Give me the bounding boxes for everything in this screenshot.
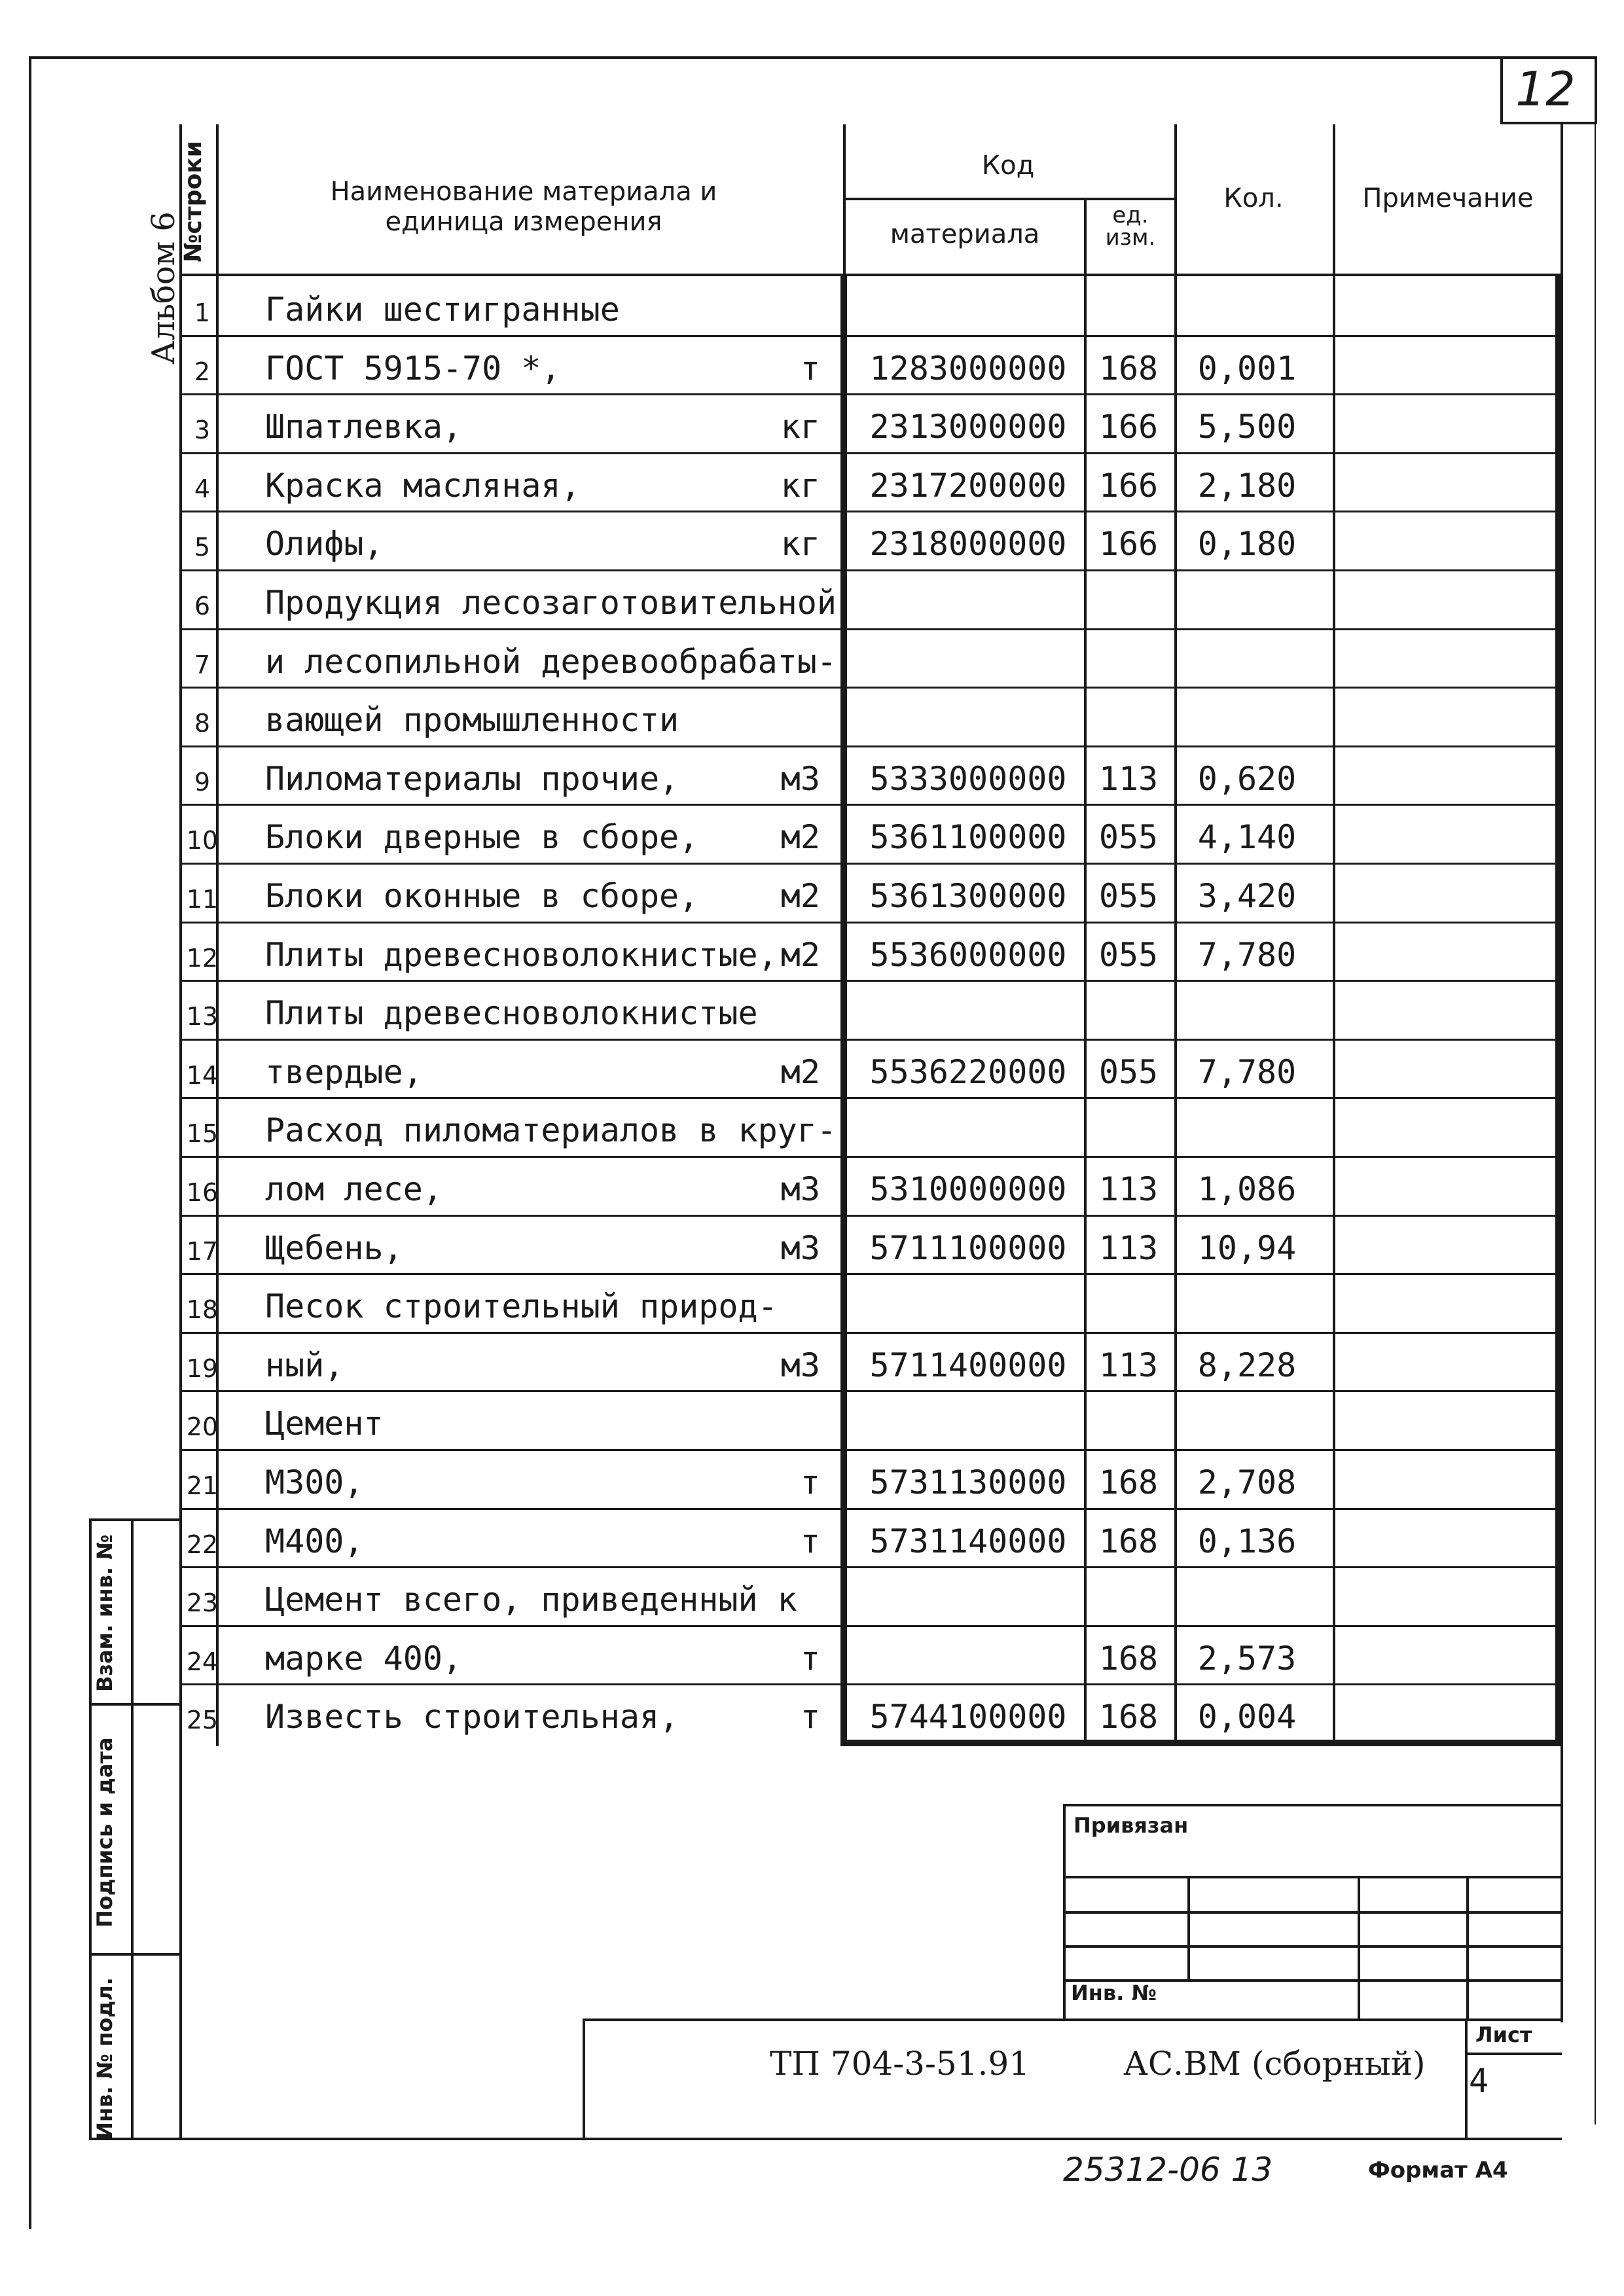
unit-of-measure: т <box>800 1522 820 1560</box>
row-separator <box>182 745 1562 747</box>
quantity: 2,573 <box>1197 1639 1297 1677</box>
row-number: 5 <box>194 533 211 562</box>
unit-of-measure: т <box>800 1639 820 1677</box>
quantity: 10,94 <box>1197 1229 1297 1267</box>
side-label-inv: Инв. № подл. <box>92 1977 117 2140</box>
quantity: 0,620 <box>1197 759 1297 798</box>
header-row-no: №строки <box>180 141 207 262</box>
album-label: Альбом 6 <box>145 211 182 365</box>
row-number: 15 <box>186 1119 219 1149</box>
right-margin-line <box>1595 122 1596 2125</box>
row-separator <box>182 1332 1562 1334</box>
row-number: 4 <box>194 474 211 503</box>
header-code-material: материала <box>890 219 1040 249</box>
row-number: 19 <box>186 1354 219 1383</box>
row-number: 9 <box>194 767 211 797</box>
unit-code: 055 <box>1098 935 1159 974</box>
material-name: Плиты древесноволокнистые <box>265 994 758 1033</box>
material-code: 5731140000 <box>869 1522 1067 1560</box>
row-separator <box>182 1508 1562 1510</box>
quantity: 7,780 <box>1197 935 1297 974</box>
row-separator <box>182 863 1562 865</box>
list-value: 4 <box>1469 2062 1489 2100</box>
row-number: 8 <box>194 709 211 738</box>
unit-code: 113 <box>1098 759 1159 798</box>
row-separator <box>182 1390 1562 1392</box>
side-label-vzam: Взам. инв. № <box>92 1534 117 1692</box>
unit-of-measure: кг <box>780 525 820 564</box>
unit-of-measure: т <box>800 1698 820 1736</box>
row-number: 17 <box>186 1236 219 1266</box>
row-number: 21 <box>186 1471 219 1500</box>
material-code: 1283000000 <box>869 349 1067 387</box>
material-name: Известь строительная, <box>265 1698 679 1736</box>
row-number: 18 <box>186 1295 219 1325</box>
row-number: 12 <box>186 943 219 973</box>
unit-code: 166 <box>1098 525 1159 564</box>
material-code: 2313000000 <box>869 408 1067 446</box>
unit-of-measure: м2 <box>780 818 820 857</box>
quantity: 2,180 <box>1197 466 1297 505</box>
unit-of-measure: м2 <box>780 877 820 915</box>
stamp-privyazan: Привязан <box>1074 1813 1189 1838</box>
material-name: Гайки шестигранные <box>265 291 620 329</box>
quantity: 0,180 <box>1197 525 1297 564</box>
material-name: Расход пиломатериалов в круг- <box>265 1111 837 1150</box>
material-code: 5711400000 <box>869 1346 1067 1384</box>
row-number: 22 <box>186 1530 219 1559</box>
material-code: 5731130000 <box>869 1463 1067 1501</box>
quantity: 3,420 <box>1197 877 1297 915</box>
material-name: Краска масляная, <box>265 466 581 505</box>
row-number: 1 <box>194 298 211 327</box>
row-number: 2 <box>194 357 211 386</box>
material-code: 5536220000 <box>869 1052 1067 1091</box>
row-number: 13 <box>186 1002 219 1031</box>
unit-code: 166 <box>1098 408 1159 446</box>
row-separator <box>182 922 1562 924</box>
material-code: 5744100000 <box>869 1698 1067 1736</box>
unit-code: 113 <box>1098 1229 1159 1267</box>
row-separator <box>182 1566 1562 1568</box>
material-name: Пиломатериалы прочие, <box>265 759 679 798</box>
row-separator <box>182 452 1562 454</box>
material-code: 5310000000 <box>869 1170 1067 1208</box>
material-name: ГОСТ 5915-70 *, <box>265 349 561 387</box>
row-separator <box>182 569 1562 571</box>
row-number: 3 <box>194 416 211 445</box>
unit-code: 166 <box>1098 466 1159 505</box>
row-number: 24 <box>186 1647 219 1676</box>
row-number: 25 <box>186 1706 219 1735</box>
quantity: 0,136 <box>1197 1522 1297 1560</box>
row-number: 6 <box>194 592 211 620</box>
footer-number: 25312-06 13 <box>1063 2151 1273 2189</box>
unit-code: 168 <box>1098 1639 1159 1677</box>
material-code: 5333000000 <box>869 759 1067 798</box>
quantity: 4,140 <box>1197 818 1297 857</box>
material-name: ный, <box>265 1346 344 1384</box>
material-code: 2318000000 <box>869 525 1067 564</box>
sheet-corner-number: 12 <box>1515 62 1576 117</box>
material-name: марке 400, <box>265 1639 463 1677</box>
material-name: Продукция лесозаготовительной <box>265 584 837 622</box>
frame-right-top <box>1595 56 1597 122</box>
material-name: Олифы, <box>265 525 384 564</box>
row-separator <box>182 1625 1562 1627</box>
row-number: 14 <box>186 1060 219 1090</box>
row-separator <box>182 1039 1562 1041</box>
unit-of-measure: кг <box>780 408 820 446</box>
material-name: и лесопильной деревообрабаты- <box>265 642 837 681</box>
quantity: 8,228 <box>1197 1346 1297 1384</box>
unit-code: 168 <box>1098 1698 1159 1736</box>
material-name: лом лесе, <box>265 1170 442 1208</box>
material-name: Блоки оконные в сборе, <box>265 877 699 915</box>
unit-of-measure: м2 <box>780 1052 820 1091</box>
unit-of-measure: кг <box>780 466 820 505</box>
quantity: 0,004 <box>1197 1698 1297 1736</box>
material-name: М300, <box>265 1463 364 1501</box>
frame-left <box>29 56 31 2229</box>
frame-top <box>29 56 1597 59</box>
unit-code: 055 <box>1098 818 1159 857</box>
material-name: Щебень, <box>265 1229 403 1267</box>
row-separator <box>182 1449 1562 1451</box>
row-number: 23 <box>186 1588 219 1618</box>
header-name: Наименование материала и единица измерения <box>330 177 717 237</box>
unit-code: 055 <box>1098 877 1159 915</box>
unit-of-measure: м2 <box>780 935 820 974</box>
quantity: 0,001 <box>1197 349 1297 387</box>
unit-code: 055 <box>1098 1052 1159 1091</box>
unit-code: 168 <box>1098 1463 1159 1501</box>
material-code: 5361300000 <box>869 877 1067 915</box>
unit-of-measure: т <box>800 349 820 387</box>
unit-code: 113 <box>1098 1346 1159 1384</box>
row-separator <box>182 1273 1562 1275</box>
row-separator <box>182 804 1562 806</box>
unit-of-measure: т <box>800 1463 820 1501</box>
material-name: Цемент <box>265 1405 384 1443</box>
material-code: 2317200000 <box>869 466 1067 505</box>
row-separator <box>182 687 1562 689</box>
side-label-podpis: Подпись и дата <box>92 1737 117 1928</box>
material-name: вающей промышленности <box>265 701 679 740</box>
row-number: 16 <box>186 1178 219 1207</box>
format-label: Формат А4 <box>1368 2157 1508 2183</box>
material-name: Песок строительный природ- <box>265 1287 778 1326</box>
header-qty: Кол. <box>1223 183 1284 213</box>
row-number: 20 <box>186 1412 219 1442</box>
list-label: Лист <box>1475 2022 1532 2047</box>
row-number: 11 <box>186 885 219 914</box>
material-name: Плиты древесноволокнистые, <box>265 935 778 974</box>
unit-of-measure: м3 <box>780 1346 820 1384</box>
header-note: Примечание <box>1362 183 1534 213</box>
unit-of-measure: м3 <box>780 759 820 798</box>
material-name: Шпатлевка, <box>265 408 463 446</box>
row-separator <box>182 980 1562 982</box>
unit-of-measure: м3 <box>780 1170 820 1208</box>
unit-code: 168 <box>1098 1522 1159 1560</box>
row-number: 10 <box>186 826 219 855</box>
header-code-unit: ед. изм. <box>1105 202 1156 251</box>
row-separator <box>182 628 1562 630</box>
quantity: 2,708 <box>1197 1463 1297 1501</box>
material-code: 5361100000 <box>869 818 1067 857</box>
unit-code: 168 <box>1098 349 1159 387</box>
row-separator <box>182 335 1562 337</box>
quantity: 5,500 <box>1197 408 1297 446</box>
quantity: 7,780 <box>1197 1052 1297 1091</box>
row-separator <box>182 1156 1562 1158</box>
row-separator <box>182 1683 1562 1685</box>
row-number: 7 <box>194 650 211 679</box>
material-code: 5536000000 <box>869 935 1067 974</box>
doc-code: ТП 704-3-51.91 <box>770 2045 1030 2083</box>
row-separator <box>182 1097 1562 1099</box>
material-name: твердые, <box>265 1052 423 1091</box>
material-code: 5711100000 <box>869 1229 1067 1267</box>
unit-code: 113 <box>1098 1170 1159 1208</box>
material-name: Цемент всего, приведенный к <box>265 1581 797 1619</box>
row-separator <box>182 1215 1562 1217</box>
row-separator <box>182 393 1562 395</box>
unit-of-measure: м3 <box>780 1229 820 1267</box>
doc-title: АС.ВМ (сборный) <box>1123 2045 1426 2083</box>
row-separator <box>182 511 1562 512</box>
material-name: М400, <box>265 1522 364 1560</box>
stamp-inv-no: Инв. № <box>1071 1981 1157 2005</box>
header-code: Код <box>981 151 1035 181</box>
quantity: 1,086 <box>1197 1170 1297 1208</box>
material-name: Блоки дверные в сборе, <box>265 818 699 857</box>
